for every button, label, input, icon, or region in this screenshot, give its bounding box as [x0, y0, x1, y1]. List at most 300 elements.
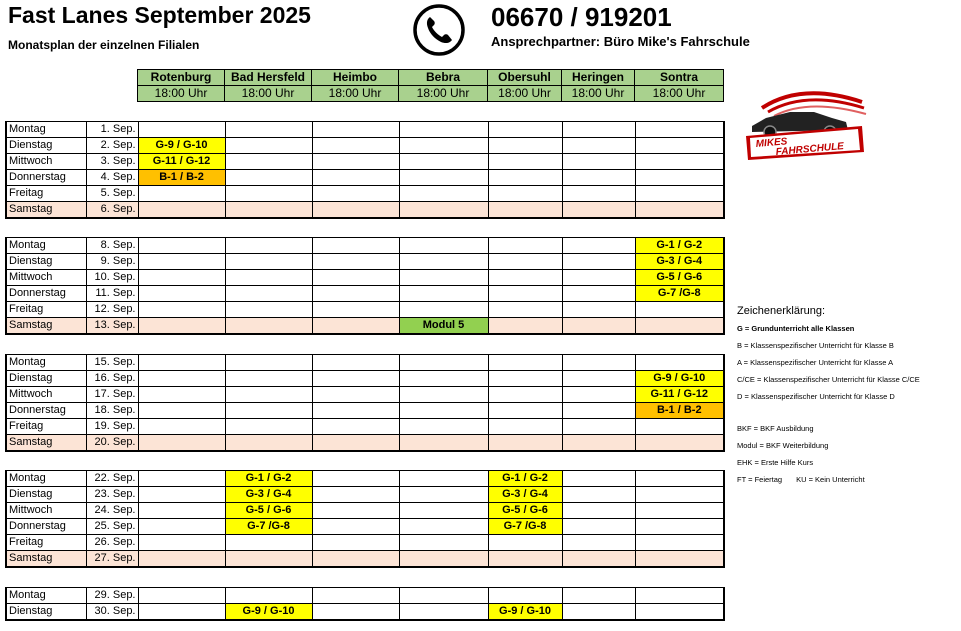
table-row — [6, 254, 724, 270]
schedule-cell — [312, 419, 399, 435]
day-cell: Mittwoch — [6, 387, 86, 403]
day-cell: Montag — [6, 238, 86, 254]
schedule-cell — [399, 270, 488, 286]
schedule-cell — [488, 435, 562, 452]
schedule-cell — [488, 270, 562, 286]
date-cell: 20. Sep. — [86, 435, 138, 452]
schedule-cell — [225, 302, 312, 318]
schedule-cell — [488, 186, 562, 202]
schedule-cell: G-7 /G-8 — [488, 519, 562, 535]
schedule-cell — [399, 254, 488, 270]
schedule-cell — [562, 371, 635, 387]
schedule-cell — [488, 170, 562, 186]
day-cell: Donnerstag — [6, 170, 86, 186]
phone-number: 06670 / 919201 — [491, 2, 672, 32]
schedule-cell — [635, 487, 724, 503]
schedule-cell — [225, 270, 312, 286]
date-cell: 8. Sep. — [86, 238, 138, 254]
logo-text-line2: FAHRSCHULE — [775, 141, 845, 158]
schedule-cell — [312, 138, 399, 154]
table-row — [6, 202, 724, 219]
day-cell: Mittwoch — [6, 270, 86, 286]
schedule-cell — [562, 519, 635, 535]
branch-name: Sontra — [635, 70, 724, 86]
schedule-cell — [138, 270, 225, 286]
table-row — [6, 186, 724, 202]
contact-person: Ansprechpartner: Büro Mike's Fahrschule — [491, 34, 750, 49]
week-table — [5, 121, 725, 219]
schedule-cell — [562, 355, 635, 371]
branch-time: 18:00 Uhr — [399, 86, 488, 102]
day-cell: Dienstag — [6, 371, 86, 387]
date-cell: 6. Sep. — [86, 202, 138, 219]
schedule-cell — [488, 138, 562, 154]
branch-name: Bad Hersfeld — [225, 70, 312, 86]
date-cell: 13. Sep. — [86, 318, 138, 335]
date-cell: 27. Sep. — [86, 551, 138, 568]
day-cell: Dienstag — [6, 254, 86, 270]
schedule-cell — [312, 302, 399, 318]
day-cell: Samstag — [6, 202, 86, 219]
schedule-cell — [562, 254, 635, 270]
legend-item: C/CE = Klassenspezifischer Unterricht für Klasse C/CE — [737, 375, 920, 384]
day-cell: Donnerstag — [6, 286, 86, 302]
schedule-cell — [488, 286, 562, 302]
schedule-cell — [138, 503, 225, 519]
branch-name: Heimbo — [312, 70, 399, 86]
schedule-cell — [562, 170, 635, 186]
day-cell: Freitag — [6, 186, 86, 202]
schedule-cell: G-1 / G-2 — [488, 471, 562, 487]
schedule-cell — [562, 487, 635, 503]
schedule-cell — [635, 202, 724, 219]
day-cell: Montag — [6, 471, 86, 487]
day-cell: Dienstag — [6, 487, 86, 503]
schedule-cell — [399, 503, 488, 519]
table-row — [6, 519, 724, 535]
schedule-cell — [635, 471, 724, 487]
table-row — [6, 403, 724, 419]
date-cell: 4. Sep. — [86, 170, 138, 186]
schedule-cell — [562, 471, 635, 487]
legend-item: A = Klassenspezifischer Unterricht für Klasse A — [737, 358, 894, 367]
branch-time: 18:00 Uhr — [225, 86, 312, 102]
schedule-cell — [312, 122, 399, 138]
schedule-cell — [312, 254, 399, 270]
date-cell: 26. Sep. — [86, 535, 138, 551]
schedule-cell — [635, 138, 724, 154]
schedule-cell — [399, 487, 488, 503]
table-row — [6, 535, 724, 551]
schedule-cell — [225, 535, 312, 551]
schedule-cell — [635, 551, 724, 568]
schedule-cell — [562, 318, 635, 335]
schedule-cell — [399, 138, 488, 154]
schedule-cell — [225, 355, 312, 371]
schedule-cell — [635, 419, 724, 435]
date-cell: 30. Sep. — [86, 604, 138, 621]
schedule-cell — [399, 170, 488, 186]
date-cell: 9. Sep. — [86, 254, 138, 270]
schedule-cell — [562, 122, 635, 138]
schedule-cell — [312, 519, 399, 535]
date-cell: 22. Sep. — [86, 471, 138, 487]
date-cell: 16. Sep. — [86, 371, 138, 387]
schedule-cell: G-11 / G-12 — [138, 154, 225, 170]
schedule-cell — [225, 371, 312, 387]
schedule-cell — [635, 535, 724, 551]
schedule-cell — [312, 387, 399, 403]
car-logo-icon — [742, 86, 870, 162]
schedule-cell — [562, 588, 635, 604]
schedule-cell — [562, 238, 635, 254]
legend-title: Zeichenerklärung: — [737, 305, 826, 317]
schedule-cell: G-3 / G-4 — [488, 487, 562, 503]
legend-item-ft: FT = Feiertag — [737, 475, 783, 484]
day-cell: Samstag — [6, 551, 86, 568]
schedule-cell — [635, 318, 724, 335]
schedule-cell — [138, 318, 225, 335]
table-row — [6, 487, 724, 503]
table-row — [6, 387, 724, 403]
schedule-cell: G-5 / G-6 — [488, 503, 562, 519]
schedule-cell — [312, 604, 399, 621]
day-cell: Mittwoch — [6, 503, 86, 519]
schedule-cell — [562, 419, 635, 435]
schedule-cell — [562, 551, 635, 568]
day-cell: Donnerstag — [6, 403, 86, 419]
schedule-cell: G-11 / G-12 — [635, 387, 724, 403]
schedule-cell: G-5 / G-6 — [225, 503, 312, 519]
schedule-cell — [138, 254, 225, 270]
schedule-cell — [138, 519, 225, 535]
table-row — [6, 318, 724, 335]
schedule-cell: B-1 / B-2 — [138, 170, 225, 186]
branch-name: Rotenburg — [138, 70, 225, 86]
schedule-cell: G-3 / G-4 — [225, 487, 312, 503]
table-row — [6, 435, 724, 452]
schedule-cell — [399, 435, 488, 452]
schedule-cell — [399, 588, 488, 604]
day-cell: Freitag — [6, 302, 86, 318]
schedule-cell — [138, 122, 225, 138]
branch-name: Bebra — [399, 70, 488, 86]
schedule-cell: Modul 5 — [399, 318, 488, 335]
branch-name: Obersuhl — [488, 70, 562, 86]
schedule-cell: G-3 / G-4 — [635, 254, 724, 270]
date-cell: 29. Sep. — [86, 588, 138, 604]
day-cell: Montag — [6, 122, 86, 138]
schedule-cell: G-9 / G-10 — [225, 604, 312, 621]
table-row — [6, 471, 724, 487]
schedule-cell — [138, 286, 225, 302]
schedule-cell — [562, 138, 635, 154]
date-cell: 5. Sep. — [86, 186, 138, 202]
table-row — [6, 286, 724, 302]
schedule-cell — [138, 419, 225, 435]
schedule-cell — [399, 551, 488, 568]
schedule-cell: G-9 / G-10 — [488, 604, 562, 621]
day-cell: Samstag — [6, 318, 86, 335]
schedule-cell — [399, 202, 488, 219]
schedule-cell — [225, 403, 312, 419]
date-cell: 2. Sep. — [86, 138, 138, 154]
schedule-cell — [488, 551, 562, 568]
schedule-cell — [635, 604, 724, 621]
table-row — [6, 238, 724, 254]
schedule-cell — [138, 471, 225, 487]
schedule-cell — [488, 122, 562, 138]
schedule-cell — [312, 551, 399, 568]
schedule-cell — [562, 435, 635, 452]
legend-item: G = Grundunterricht alle Klassen — [737, 324, 855, 333]
schedule-cell: G-7 /G-8 — [635, 286, 724, 302]
schedule-cell — [138, 371, 225, 387]
schedule-cell — [138, 186, 225, 202]
date-cell: 19. Sep. — [86, 419, 138, 435]
schedule-cell — [138, 535, 225, 551]
schedule-cell — [138, 435, 225, 452]
schedule-cell — [488, 302, 562, 318]
schedule-cell — [312, 318, 399, 335]
day-cell: Montag — [6, 355, 86, 371]
schedule-cell — [635, 154, 724, 170]
schedule-cell — [488, 318, 562, 335]
schedule-cell — [225, 202, 312, 219]
legend-item: BKF = BKF Ausbildung — [737, 424, 814, 433]
legend-item: B = Klassenspezifischer Unterricht für Klasse B — [737, 341, 894, 350]
schedule-cell — [562, 270, 635, 286]
branch-time: 18:00 Uhr — [562, 86, 635, 102]
schedule-cell — [488, 535, 562, 551]
schedule-cell — [562, 387, 635, 403]
branch-name: Heringen — [562, 70, 635, 86]
date-cell: 10. Sep. — [86, 270, 138, 286]
date-cell: 18. Sep. — [86, 403, 138, 419]
schedule-cell — [138, 387, 225, 403]
schedule-cell — [312, 154, 399, 170]
schedule-cell: B-1 / B-2 — [635, 403, 724, 419]
day-cell: Montag — [6, 588, 86, 604]
schedule-cell — [225, 419, 312, 435]
schedule-cell — [138, 202, 225, 219]
day-cell: Mittwoch — [6, 154, 86, 170]
legend-item: EHK = Erste Hilfe Kurs — [737, 458, 814, 467]
schedule-cell: G-9 / G-10 — [635, 371, 724, 387]
schedule-cell — [488, 588, 562, 604]
schedule-cell — [225, 286, 312, 302]
schedule-cell — [562, 535, 635, 551]
date-cell: 23. Sep. — [86, 487, 138, 503]
schedule-cell — [399, 387, 488, 403]
table-row — [6, 122, 724, 138]
schedule-cell — [399, 286, 488, 302]
date-cell: 15. Sep. — [86, 355, 138, 371]
date-cell: 24. Sep. — [86, 503, 138, 519]
schedule-cell — [635, 435, 724, 452]
table-row — [6, 154, 724, 170]
schedule-cell — [225, 588, 312, 604]
table-row — [6, 371, 724, 387]
schedule-cell: G-1 / G-2 — [635, 238, 724, 254]
week-table — [5, 237, 725, 335]
schedule-cell — [225, 387, 312, 403]
table-row — [6, 170, 724, 186]
week-table — [5, 354, 725, 452]
schedule-cell — [399, 371, 488, 387]
schedule-cell — [138, 588, 225, 604]
phone-icon — [412, 3, 466, 57]
date-cell: 25. Sep. — [86, 519, 138, 535]
schedule-cell — [562, 403, 635, 419]
table-row — [6, 270, 724, 286]
schedule-cell — [635, 588, 724, 604]
schedule-cell — [312, 286, 399, 302]
schedule-cell — [225, 154, 312, 170]
week-table — [5, 587, 725, 621]
schedule-cell — [225, 122, 312, 138]
schedule-cell — [399, 355, 488, 371]
schedule-cell — [225, 238, 312, 254]
schedule-cell — [399, 186, 488, 202]
table-row — [6, 138, 724, 154]
schedule-cell — [138, 302, 225, 318]
day-cell: Dienstag — [6, 604, 86, 621]
schedule-cell — [399, 154, 488, 170]
legend-item — [737, 475, 865, 484]
schedule-cell — [488, 419, 562, 435]
schedule-cell — [399, 419, 488, 435]
branch-time: 18:00 Uhr — [312, 86, 399, 102]
schedule-cell: G-1 / G-2 — [225, 471, 312, 487]
table-row — [6, 551, 724, 568]
schedule-cell — [399, 535, 488, 551]
day-cell: Samstag — [6, 435, 86, 452]
date-cell: 3. Sep. — [86, 154, 138, 170]
schedule-cell — [635, 302, 724, 318]
date-cell: 12. Sep. — [86, 302, 138, 318]
schedule-cell — [488, 202, 562, 219]
schedule-cell — [312, 435, 399, 452]
schedule-cell — [225, 435, 312, 452]
table-row — [6, 419, 724, 435]
schedule-cell — [138, 355, 225, 371]
schedule-cell — [635, 503, 724, 519]
logo-text-line1: MIKES — [755, 136, 788, 150]
schedule-cell — [312, 355, 399, 371]
schedule-cell — [399, 604, 488, 621]
table-row — [6, 588, 724, 604]
schedule-cell — [138, 551, 225, 568]
day-cell: Dienstag — [6, 138, 86, 154]
schedule-cell — [312, 238, 399, 254]
schedule-cell — [312, 371, 399, 387]
schedule-cell — [488, 254, 562, 270]
schedule-cell — [562, 503, 635, 519]
schedule-cell — [399, 403, 488, 419]
schedule-cell — [562, 604, 635, 621]
schedule-cell — [312, 202, 399, 219]
schedule-cell — [312, 403, 399, 419]
schedule-cell: G-7 /G-8 — [225, 519, 312, 535]
schedule-cell — [312, 588, 399, 604]
page-title: Fast Lanes September 2025 — [8, 2, 311, 28]
schedule-cell — [312, 471, 399, 487]
branch-time: 18:00 Uhr — [635, 86, 724, 102]
legend-item: Modul = BKF Weiterbildung — [737, 441, 829, 450]
schedule-cell — [399, 238, 488, 254]
table-row — [6, 355, 724, 371]
branch-time: 18:00 Uhr — [138, 86, 225, 102]
schedule-cell — [635, 186, 724, 202]
schedule-cell — [138, 403, 225, 419]
schedule-cell — [225, 318, 312, 335]
schedule-cell — [312, 535, 399, 551]
legend-item-ku: KU = Kein Unterricht — [796, 475, 865, 484]
schedule-cell: G-9 / G-10 — [138, 138, 225, 154]
table-row — [6, 503, 724, 519]
schedule-cell — [399, 122, 488, 138]
schedule-cell — [562, 154, 635, 170]
schedule-cell — [399, 302, 488, 318]
schedule-cell — [562, 186, 635, 202]
table-row — [6, 604, 724, 621]
schedule-cell — [225, 551, 312, 568]
legend-item: D = Klassenspezifischer Unterricht für Klasse D — [737, 392, 895, 401]
schedule-cell — [488, 387, 562, 403]
week-table — [5, 470, 725, 568]
schedule-cell — [562, 302, 635, 318]
schedule-cell — [312, 270, 399, 286]
schedule-cell — [399, 519, 488, 535]
schedule-cell — [562, 286, 635, 302]
schedule-cell — [562, 202, 635, 219]
schedule-cell — [225, 186, 312, 202]
schedule-cell — [312, 186, 399, 202]
table-row — [6, 302, 724, 318]
schedule-cell — [635, 122, 724, 138]
schedule-cell — [225, 254, 312, 270]
schedule-cell — [138, 487, 225, 503]
schedule-cell — [488, 238, 562, 254]
day-cell: Freitag — [6, 419, 86, 435]
schedule-cell: G-5 / G-6 — [635, 270, 724, 286]
schedule-cell — [138, 238, 225, 254]
date-cell: 11. Sep. — [86, 286, 138, 302]
schedule-cell — [635, 170, 724, 186]
schedule-cell — [635, 519, 724, 535]
schedule-cell — [312, 487, 399, 503]
schedule-cell — [225, 170, 312, 186]
schedule-cell — [225, 138, 312, 154]
schedule-cell — [312, 503, 399, 519]
schedule-cell — [488, 371, 562, 387]
schedule-cell — [138, 604, 225, 621]
schedule-cell — [399, 471, 488, 487]
branch-time: 18:00 Uhr — [488, 86, 562, 102]
schedule-cell — [312, 170, 399, 186]
branch-header — [137, 69, 724, 102]
schedule-cell — [488, 355, 562, 371]
schedule-cell — [635, 355, 724, 371]
day-cell: Donnerstag — [6, 519, 86, 535]
day-cell: Freitag — [6, 535, 86, 551]
date-cell: 1. Sep. — [86, 122, 138, 138]
page-subtitle: Monatsplan der einzelnen Filialen — [8, 38, 200, 52]
schedule-cell — [488, 403, 562, 419]
schedule-cell — [488, 154, 562, 170]
date-cell: 17. Sep. — [86, 387, 138, 403]
